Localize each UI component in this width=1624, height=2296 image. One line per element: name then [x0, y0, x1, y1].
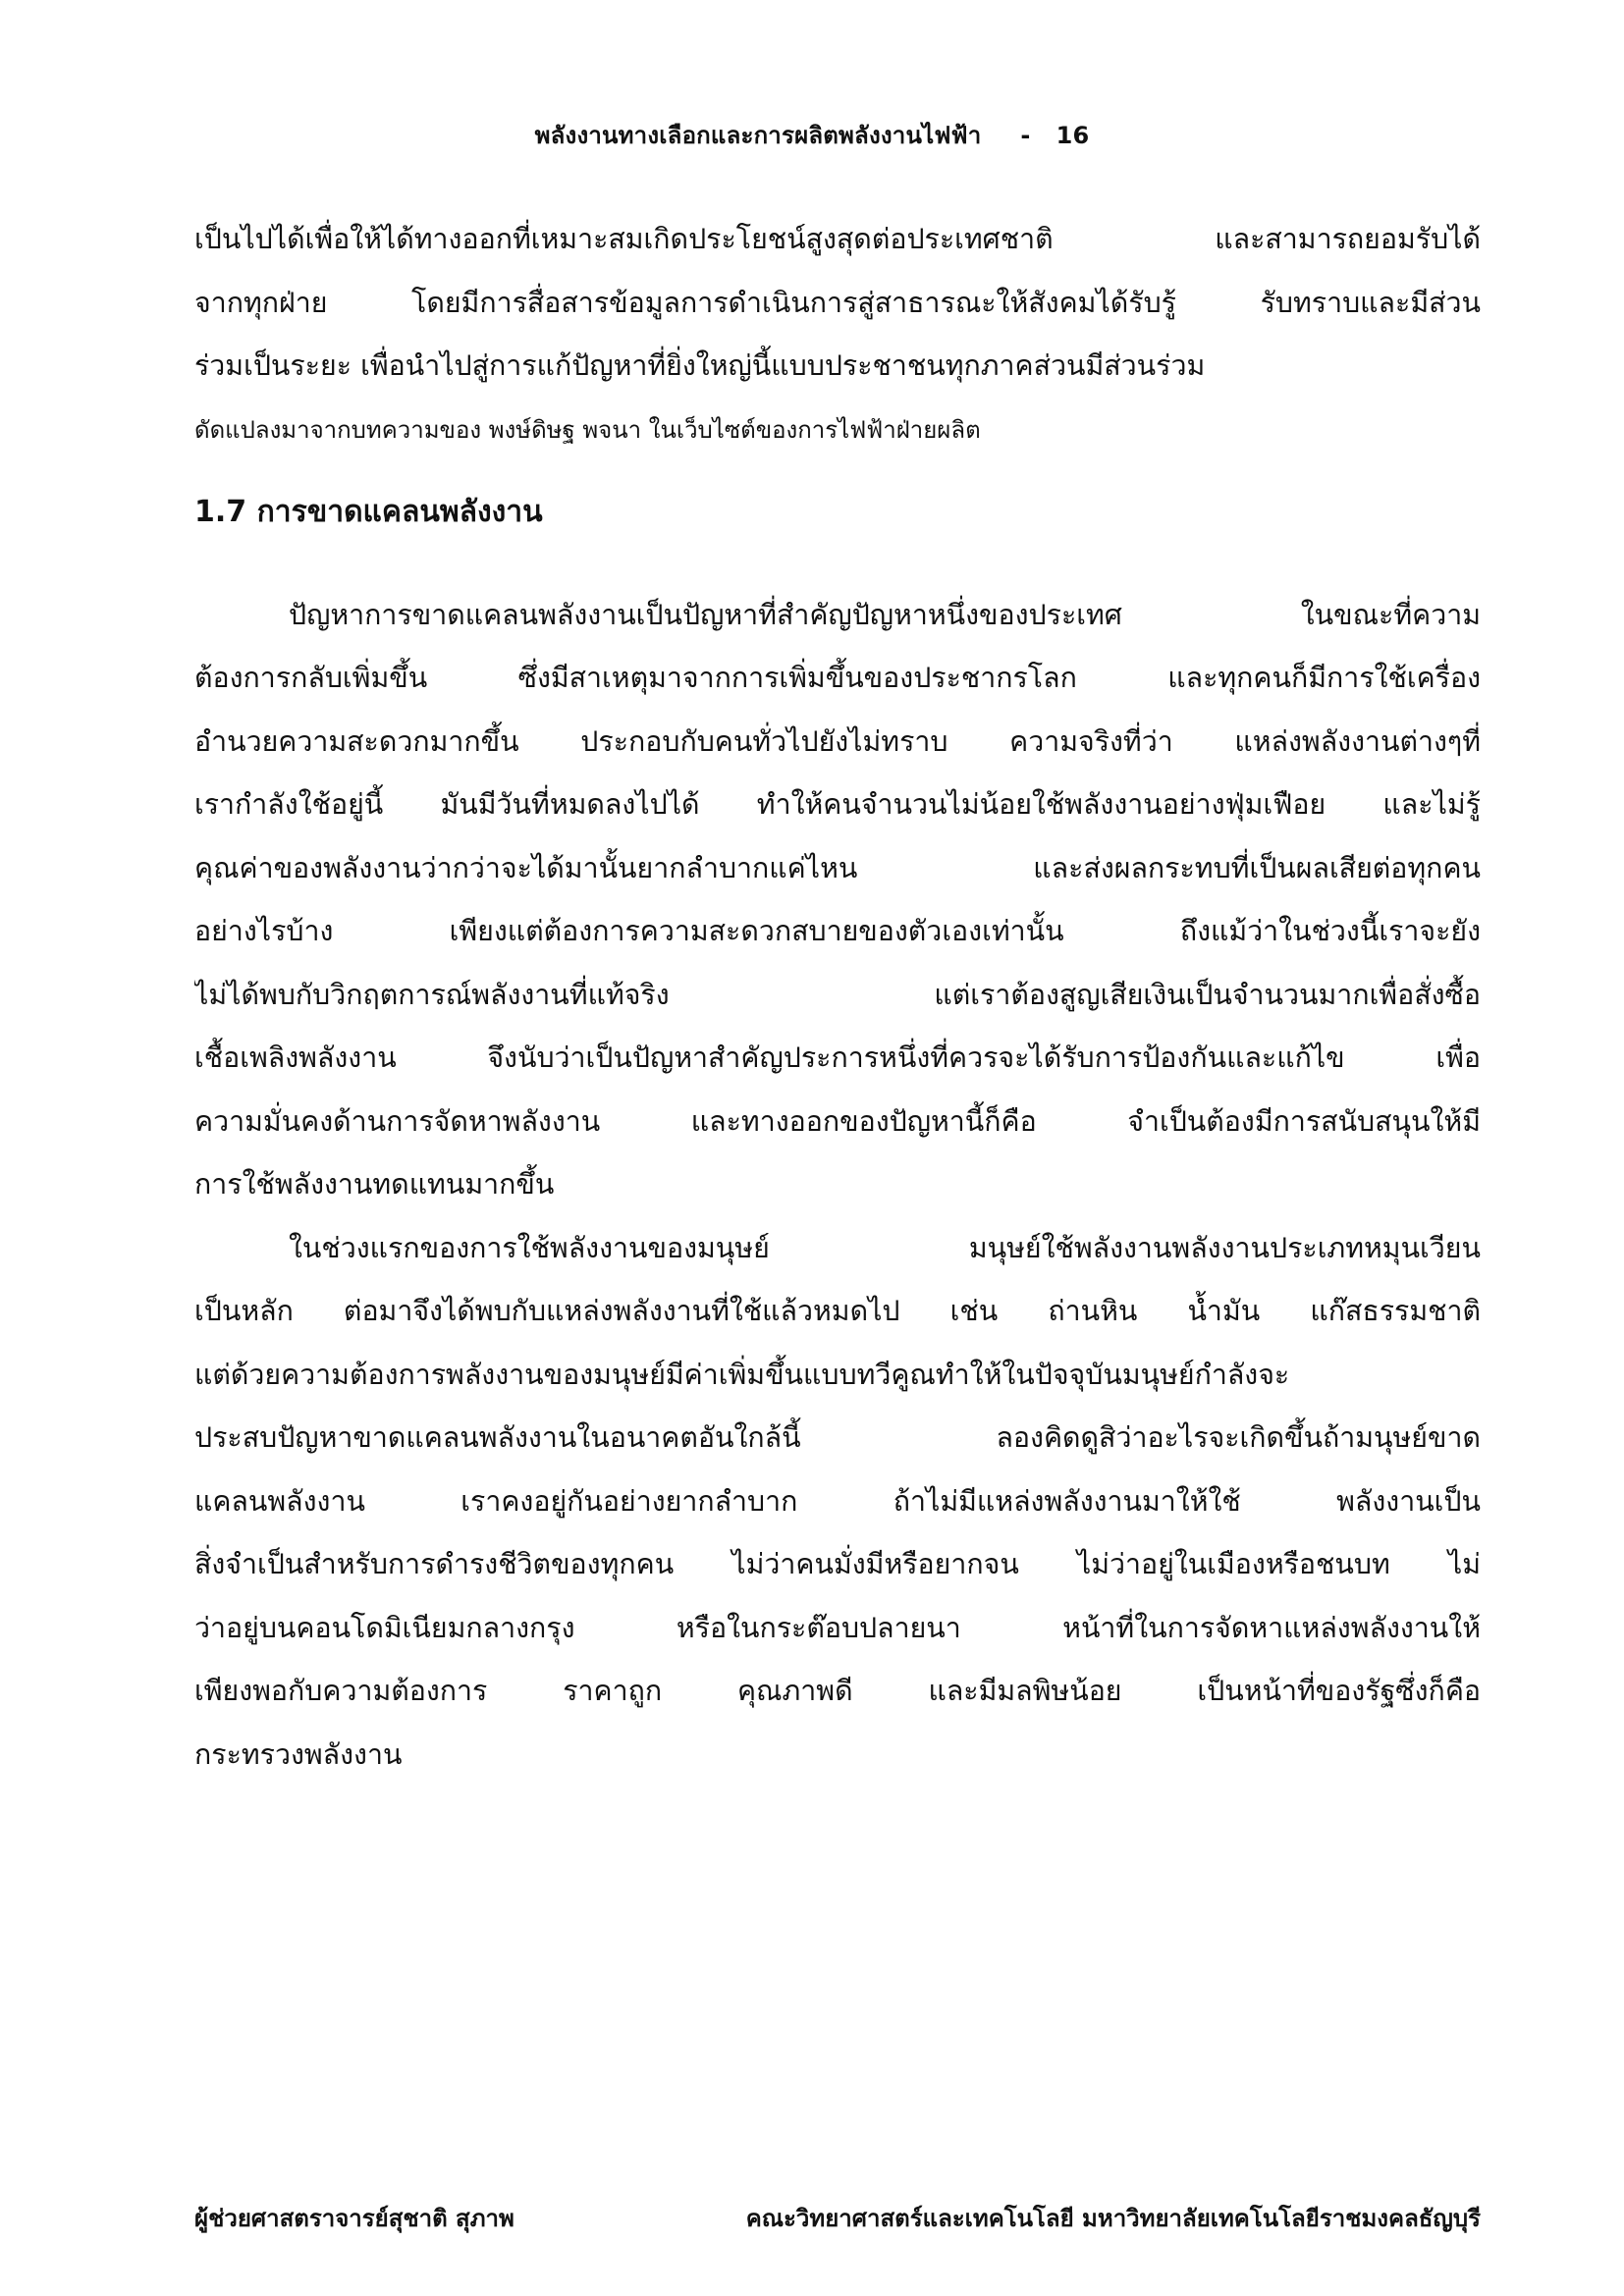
- document-body: [194, 208, 1481, 1787]
- text-line: ปัญหาการขาดแคลนพลังงานเป็นปัญหาที่สำคัญปัญหาหนึ่งของประเทศ ในขณะที่ความ: [289, 598, 1481, 631]
- footer-institution: คณะวิทยาศาสตร์และเทคโนโลยี มหาวิทยาลัยเทคโนโลยีราชมงคลธัญบุรี: [745, 2205, 1481, 2232]
- text-line: แต่ด้วยความต้องการพลังงานของมนุษย์มีค่าเพิ่มขึ้นแบบทวีคูณทำให้ในปัจจุบันมนุษย์กำลังจะ: [194, 1358, 1290, 1391]
- paragraph-1: [194, 584, 1481, 1217]
- header-separator: -: [1020, 122, 1031, 149]
- text-line: การใช้พลังงานทดแทนมากขึ้น: [194, 1168, 555, 1201]
- text-line: ประสบปัญหาขาดแคลนพลังงานในอนาคตอันใกล้นี้ ลองคิดดูสิว่าอะไรจะเกิดขึ้นถ้ามนุษย์ขาด: [194, 1421, 1481, 1454]
- citation: ดัดแปลงมาจากบทความของ พงษ์ดิษฐ พจนา ในเว็บไซต์ของการไฟฟ้าฝ่ายผลิต: [194, 415, 981, 444]
- text-line: จากทุกฝ่าย โดยมีการสื่อสารข้อมูลการดำเนินการสู่สาธารณะให้สังคมได้รับรู้ รับทราบและมีส่วน: [194, 286, 1481, 319]
- text-line: เชื้อเพลิงพลังงาน จึงนับว่าเป็นปัญหาสำคัญประการหนึ่งที่ควรจะได้รับการป้องกันและแก้ไข เพื่อ: [194, 1041, 1481, 1074]
- text-line: เป็นหลัก ต่อมาจึงได้พบกับแหล่งพลังงานที่ใช้แล้วหมดไป เช่น ถ่านหิน น้ำมัน แก๊สธรรมชาติ: [194, 1295, 1481, 1327]
- text-line: อำนวยความสะดวกมากขึ้น ประกอบกับคนทั่วไปยังไม่ทราบ ความจริงที่ว่า แหล่งพลังงานต่างๆที่: [194, 724, 1481, 758]
- section-heading: 1.7 การขาดแคลนพลังงาน: [194, 495, 543, 529]
- header-title: พลังงานทางเลือกและการผลิตพลังงานไฟฟ้า: [534, 122, 982, 149]
- text-line: เรากำลังใช้อยู่นี้ มันมีวันที่หมดลงไปได้ ทำให้คนจำนวนไม่น้อยใช้พลังงานอย่างฟุ่มเฟือย และไม่รู้: [194, 788, 1481, 821]
- text-line: ความมั่นคงด้านการจัดหาพลังงาน และทางออกของปัญหานี้ก็คือ จำเป็นต้องมีการสนับสนุนให้มี: [194, 1104, 1481, 1138]
- page-number: 16: [1056, 122, 1090, 149]
- page-header: [0, 116, 1624, 154]
- text-line: ต้องการกลับเพิ่มขึ้น ซึ่งมีสาเหตุมาจากการเพิ่มขึ้นของประชากรโลก และทุกคนก็มีการใช้เครื่อง: [194, 662, 1481, 694]
- text-line: เพียงพอกับความต้องการ ราคาถูก คุณภาพดี และมีมลพิษน้อย เป็นหน้าที่ของรัฐซึ่งก็คือ: [194, 1675, 1481, 1707]
- intro-paragraph: [194, 208, 1481, 461]
- text-line: คุณค่าของพลังงานว่ากว่าจะได้มานั้นยากลำบากแค่ไหน และส่งผลกระทบที่เป็นผลเสียต่อทุกคน: [194, 851, 1481, 884]
- text-line: กระทรวงพลังงาน: [194, 1737, 403, 1771]
- text-line: สิ่งจำเป็นสำหรับการดำรงชีวิตของทุกคน ไม่ว่าคนมั่งมีหรือยากจน ไม่ว่าอยู่ในเมืองหรือชนบท ไม่: [194, 1548, 1481, 1580]
- footer-author: ผู้ช่วยศาสตราจารย์สุชาติ สุภาพ: [194, 2205, 514, 2232]
- text-line: แคลนพลังงาน เราคงอยู่กันอย่างยากลำบาก ถ้าไม่มีแหล่งพลังงานมาให้ใช้ พลังงานเป็น: [194, 1484, 1481, 1518]
- paragraph-2: [194, 1217, 1481, 1788]
- text-line: ร่วมเป็นระยะ เพื่อนำไปสู่การแก้ปัญหาที่ยิ่งใหญ่นี้แบบประชาชนทุกภาคส่วนมีส่วนร่วม: [194, 349, 1206, 382]
- text-line: ไม่ได้พบกับวิกฤตการณ์พลังงานที่แท้จริง แต่เราต้องสูญเสียเงินเป็นจำนวนมากเพื่อสั่งซื้อ: [194, 978, 1481, 1011]
- text-line: ว่าอยู่บนคอนโดมิเนียมกลางกรุง หรือในกระต๊อบปลายนา หน้าที่ในการจัดหาแหล่งพลังงานให้: [194, 1611, 1481, 1644]
- text-line: อย่างไรบ้าง เพียงแต่ต้องการความสะดวกสบายของตัวเองเท่านั้น ถึงแม้ว่าในช่วงนี้เราจะยัง: [194, 915, 1481, 947]
- text-line: เป็นไปได้เพื่อให้ได้ทางออกที่เหมาะสมเกิดประโยชน์สูงสุดต่อประเทศชาติ และสามารถยอมรับได้: [194, 223, 1481, 255]
- page-footer: [194, 2199, 1481, 2237]
- text-line: ในช่วงแรกของการใช้พลังงานของมนุษย์ มนุษย์ใช้พลังงานพลังงานประเภทหมุนเวียน: [289, 1231, 1481, 1264]
